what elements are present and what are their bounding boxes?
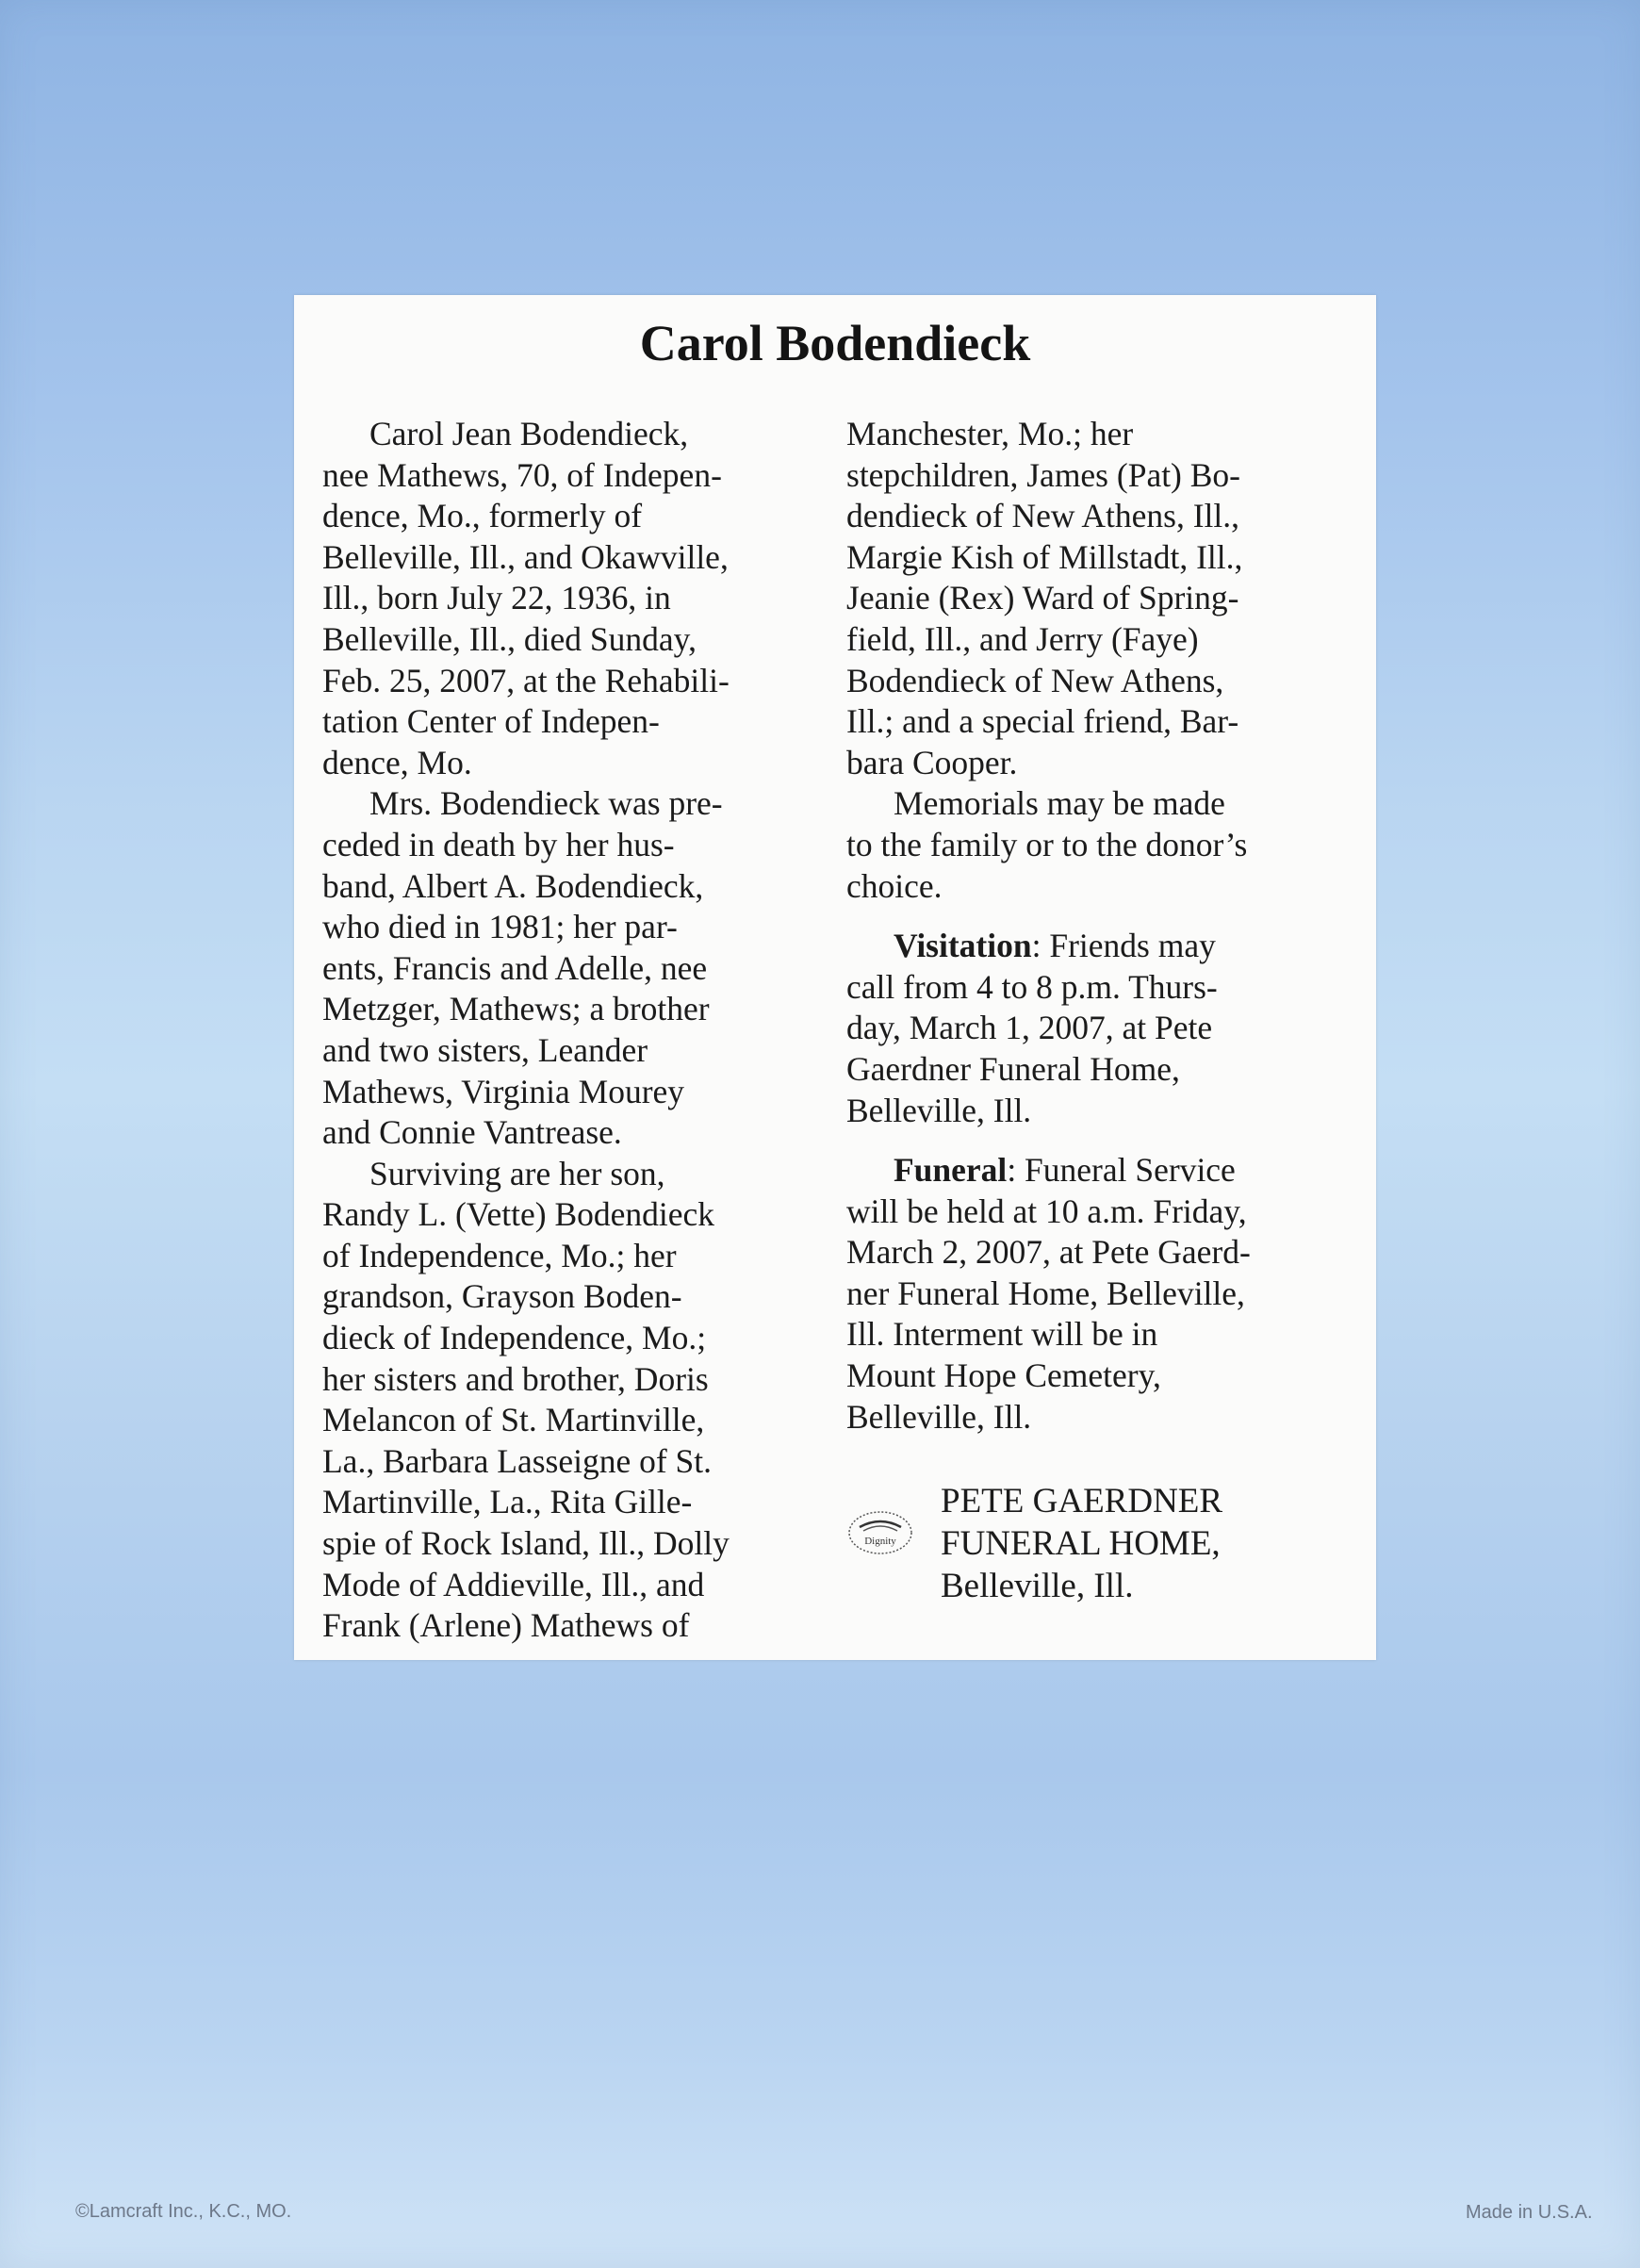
obituary-line: grandson, Grayson Boden- xyxy=(322,1277,682,1316)
obituary-line: Metzger, Mathews; a brother xyxy=(322,990,710,1028)
obituary-line: Melancon of St. Martinville, xyxy=(322,1401,705,1439)
obituary-line: and Connie Vantrease. xyxy=(322,1113,622,1152)
obituary-line: Bodendieck of New Athens, xyxy=(846,661,1224,699)
funeral-home-line: PETE GAERDNER xyxy=(941,1482,1223,1520)
obituary-line: Belleville, Ill., died Sunday, xyxy=(322,619,697,658)
obituary-line: field, Ill., and Jerry (Faye) xyxy=(846,619,1199,658)
obituary-line: La., Barbara Lasseigne of St. xyxy=(322,1441,713,1480)
obituary-line: Belleville, Ill., and Okawville, xyxy=(322,537,729,576)
funeral-home-lines xyxy=(941,1480,1222,1607)
section-text: : Funeral Service xyxy=(1007,1151,1236,1190)
obituary-line: stepchildren, James (Pat) Bo- xyxy=(846,455,1241,494)
obituary-line: her sisters and brother, Doris xyxy=(322,1359,709,1398)
obituary-line: Randy L. (Vette) Bodendieck xyxy=(322,1195,715,1234)
obituary-line: day, March 1, 2007, at Pete xyxy=(846,1009,1213,1047)
obituary-line: Mrs. Bodendieck was pre- xyxy=(369,784,723,823)
section-heading: Funeral xyxy=(894,1151,1008,1190)
obituary-line: tation Center of Indepen- xyxy=(322,702,660,741)
obituary-line: Feb. 25, 2007, at the Rehabili- xyxy=(322,661,730,699)
footer-made-in: Made in U.S.A. xyxy=(1466,2202,1593,2223)
obituary-line: Belleville, Ill. xyxy=(846,1397,1032,1436)
obituary-line: Mount Hope Cemetery, xyxy=(846,1356,1161,1395)
obituary-line: choice. xyxy=(846,866,943,905)
obituary-line: Margie Kish of Millstadt, Ill., xyxy=(846,537,1243,576)
obituary-line: dence, Mo., formerly of xyxy=(322,497,643,535)
obituary-line: dendieck of New Athens, Ill., xyxy=(846,497,1240,535)
obituary-title: Carol Bodendieck xyxy=(639,315,1031,371)
dignity-logo-icon xyxy=(846,1508,914,1557)
obituary-line: and two sisters, Leander xyxy=(322,1030,648,1069)
obituary-line: who died in 1981; her par- xyxy=(322,908,678,946)
obituary-line: Mode of Addieville, Ill., and xyxy=(322,1565,705,1603)
obituary-line: Frank (Arlene) Mathews of xyxy=(322,1606,690,1645)
dignity-logo-text: Dignity xyxy=(864,1536,896,1547)
obituary-line: Surviving are her son, xyxy=(369,1154,665,1192)
obituary-line: Martinville, La., Rita Gille- xyxy=(322,1483,693,1521)
obituary-line: call from 4 to 8 p.m. Thurs- xyxy=(846,967,1218,1006)
obituary-line xyxy=(846,926,1355,967)
obituary-line: dence, Mo. xyxy=(322,743,472,781)
obituary-line: spie of Rock Island, Ill., Dolly xyxy=(322,1524,730,1563)
obituary-line: of Independence, Mo.; her xyxy=(322,1236,677,1274)
obituary-line: nee Mathews, 70, of Indepen- xyxy=(322,455,722,494)
obituary-line: dieck of Independence, Mo.; xyxy=(322,1319,707,1357)
obituary-line: Memorials may be made xyxy=(894,784,1225,823)
obituary-line: Jeanie (Rex) Ward of Spring- xyxy=(846,579,1239,617)
right-column xyxy=(846,414,1355,1438)
obituary-clipping xyxy=(294,295,1376,1660)
obituary-line: Ill.; and a special friend, Bar- xyxy=(846,702,1239,741)
obituary-line: will be held at 10 a.m. Friday, xyxy=(846,1192,1247,1230)
obituary-line: ceded in death by her hus- xyxy=(322,825,675,863)
left-column xyxy=(322,414,822,1647)
obituary-line: ents, Francis and Adelle, nee xyxy=(322,948,708,987)
obituary-line: Carol Jean Bodendieck, xyxy=(369,415,689,452)
obituary-line: to the family or to the donor’s xyxy=(846,825,1248,863)
obituary-line: band, Albert A. Bodendieck, xyxy=(322,866,704,905)
obituary-line: Ill., born July 22, 1936, in xyxy=(322,579,671,617)
obituary-line: Mathews, Virginia Mourey xyxy=(322,1072,685,1110)
section-text: : Friends may xyxy=(1031,927,1216,965)
section-heading: Visitation xyxy=(894,927,1032,965)
obituary-line: March 2, 2007, at Pete Gaerd- xyxy=(846,1233,1251,1272)
obituary-line: bara Cooper. xyxy=(846,743,1018,781)
obituary-line: ner Funeral Home, Belleville, xyxy=(846,1274,1245,1312)
obituary-line xyxy=(846,1150,1355,1192)
funeral-home-line: Belleville, Ill. xyxy=(941,1567,1134,1605)
funeral-home-line: FUNERAL HOME, xyxy=(941,1524,1221,1563)
obituary-line: Ill. Interment will be in xyxy=(846,1315,1158,1354)
obituary-line: Belleville, Ill. xyxy=(846,1091,1032,1129)
footer-copyright: ©Lamcraft Inc., K.C., MO. xyxy=(75,2201,292,2222)
obituary-line: Manchester, Mo.; her xyxy=(846,415,1134,452)
obituary-line: Gaerdner Funeral Home, xyxy=(846,1049,1180,1088)
